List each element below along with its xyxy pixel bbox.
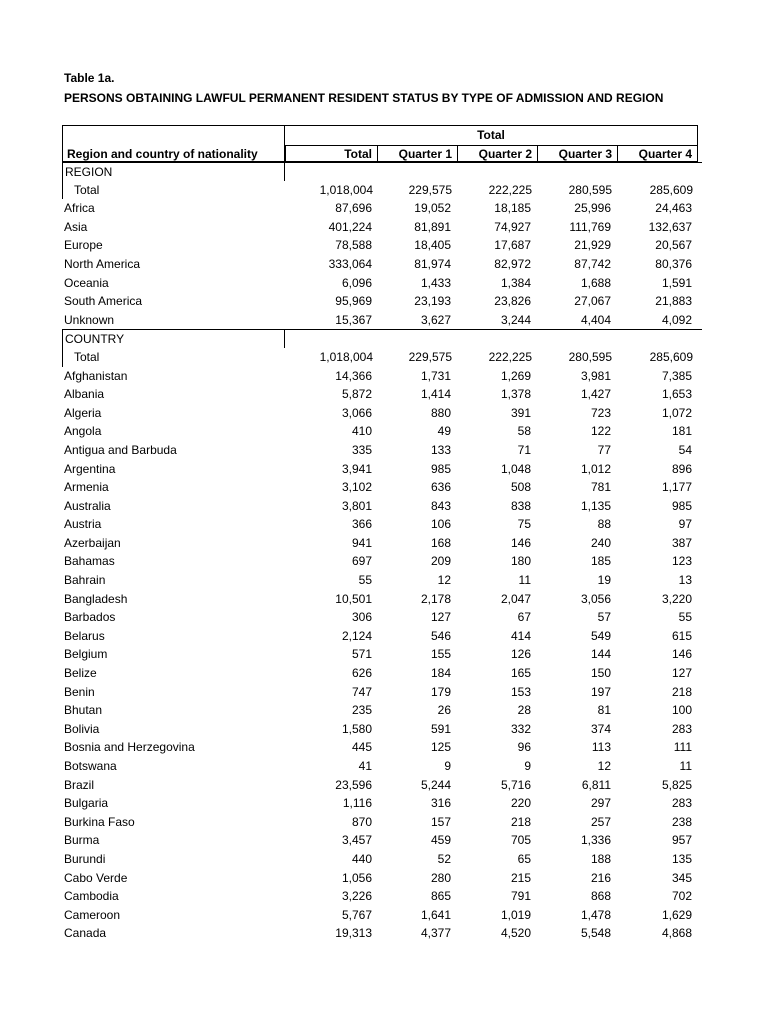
cell-quarter-3: 216	[590, 870, 611, 885]
section-label-row	[62, 329, 702, 348]
cell-quarter-4: 97	[678, 517, 692, 532]
cell-quarter-2: 180	[510, 554, 531, 569]
cell-quarter-4: 24,463	[655, 201, 692, 216]
row-label: Belarus	[64, 628, 105, 643]
cell-quarter-2: 508	[510, 480, 531, 495]
cell-quarter-3: 88	[597, 517, 611, 532]
cell-quarter-1: 316	[430, 796, 451, 811]
table-row	[62, 348, 702, 367]
cell-quarter-1: 2,178	[420, 591, 451, 606]
cell-total: 1,018,004	[319, 182, 373, 197]
cell-quarter-1: 125	[430, 740, 451, 755]
column-header-total: Total	[285, 146, 377, 162]
cell-quarter-3: 1,012	[580, 461, 611, 476]
cell-total: 10,501	[335, 591, 372, 606]
cell-quarter-1: 9	[444, 759, 451, 773]
column-header-quarter-2: Quarter 2	[457, 146, 537, 162]
cell-quarter-2: 165	[510, 666, 531, 681]
row-label: Burma	[64, 833, 100, 848]
cell-quarter-3: 4,404	[580, 312, 611, 327]
table-row	[62, 738, 702, 757]
cell-total: 3,801	[341, 498, 372, 513]
cell-quarter-3: 197	[590, 684, 611, 699]
cell-quarter-4: 13	[678, 573, 692, 588]
cell-quarter-4: 1,629	[661, 907, 692, 922]
table-row	[62, 906, 702, 925]
cell-quarter-3: 1,427	[580, 387, 611, 402]
cell-quarter-2: 153	[510, 684, 531, 699]
cell-quarter-4: 283	[671, 721, 692, 736]
row-label: Bosnia and Herzegovina	[64, 740, 195, 755]
cell-quarter-1: 106	[430, 517, 451, 532]
cell-total: 941	[351, 535, 372, 550]
cell-total: 87,696	[335, 201, 372, 216]
row-label: Canada	[64, 926, 107, 941]
cell-quarter-2: 75	[517, 517, 531, 532]
cell-total: 19,313	[335, 926, 372, 941]
cell-total: 3,941	[341, 461, 372, 476]
cell-quarter-3: 21,929	[574, 238, 611, 253]
cell-total: 95,969	[335, 294, 372, 309]
cell-quarter-1: 865	[430, 889, 451, 904]
table-row	[62, 850, 702, 869]
table-number: Table 1a.	[64, 71, 115, 85]
table-row	[62, 404, 702, 423]
cell-quarter-1: 5,244	[420, 777, 451, 792]
cell-quarter-2: 126	[510, 647, 531, 662]
row-header: Region and country of nationality	[67, 147, 258, 161]
row-label: Albania	[64, 387, 105, 402]
cell-quarter-1: 81,974	[414, 256, 451, 271]
row-label: Algeria	[64, 405, 102, 420]
table-row	[62, 831, 702, 850]
cell-quarter-2: 4,520	[500, 926, 531, 941]
row-label: Benin	[64, 684, 95, 699]
cell-quarter-3: 3,981	[580, 368, 611, 383]
cell-quarter-1: 1,731	[420, 368, 451, 383]
table-row	[62, 794, 702, 813]
cell-quarter-2: 146	[510, 535, 531, 550]
cell-quarter-3: 240	[590, 535, 611, 550]
cell-total: 1,580	[341, 721, 372, 736]
section-divider	[284, 163, 285, 181]
cell-quarter-3: 5,548	[580, 926, 611, 941]
table-row	[62, 590, 702, 609]
cell-quarter-4: 55	[678, 610, 692, 625]
row-label: Bahrain	[64, 573, 106, 588]
row-label: North America	[64, 256, 141, 271]
cell-quarter-2: 1,019	[500, 907, 531, 922]
cell-quarter-3: 297	[590, 796, 611, 811]
cell-quarter-2: 222,225	[488, 182, 532, 197]
cell-quarter-1: 546	[430, 628, 451, 643]
cell-quarter-2: 18,185	[494, 201, 531, 216]
table-row	[62, 571, 702, 590]
section-label-row	[62, 162, 702, 181]
row-label: Cabo Verde	[64, 870, 128, 885]
table-row	[62, 645, 702, 664]
cell-quarter-2: 5,716	[500, 777, 531, 792]
cell-total: 2,124	[341, 628, 372, 643]
cell-quarter-3: 6,811	[581, 777, 611, 792]
table-body	[62, 162, 702, 943]
cell-quarter-4: 3,220	[661, 591, 692, 606]
cell-quarter-3: 1,135	[580, 498, 611, 513]
table-row	[62, 627, 702, 646]
column-header-quarter-1: Quarter 1	[377, 146, 457, 162]
cell-total: 15,367	[335, 312, 372, 327]
cell-quarter-2: 1,378	[500, 387, 531, 402]
cell-quarter-4: 702	[671, 889, 692, 904]
row-label: Oceania	[64, 275, 109, 290]
cell-total: 1,018,004	[319, 349, 373, 364]
row-label: Bahamas	[64, 554, 115, 569]
table-row	[62, 181, 702, 200]
cell-total: 1,116	[342, 796, 372, 811]
table-row	[62, 757, 702, 776]
cell-quarter-2: 3,244	[500, 312, 531, 327]
row-label: Total	[74, 349, 100, 364]
cell-total: 41	[358, 759, 372, 773]
cell-total: 870	[351, 814, 372, 829]
cell-quarter-1: 459	[430, 833, 451, 848]
cell-quarter-3: 111,769	[569, 219, 611, 234]
cell-quarter-2: 332	[510, 721, 531, 736]
cell-quarter-4: 1,177	[661, 480, 692, 495]
cell-quarter-1: 591	[430, 721, 451, 736]
row-label: Unknown	[64, 312, 115, 327]
cell-quarter-2: 11	[518, 573, 531, 588]
table-row	[62, 311, 702, 330]
cell-total: 5,767	[341, 907, 372, 922]
cell-quarter-1: 52	[437, 851, 451, 866]
cell-quarter-1: 1,641	[420, 907, 451, 922]
cell-quarter-2: 65	[517, 851, 531, 866]
table-row	[62, 441, 702, 460]
row-label: Africa	[64, 201, 95, 216]
cell-quarter-3: 1,336	[580, 833, 611, 848]
row-label: Argentina	[64, 461, 116, 476]
row-label: Burundi	[64, 851, 106, 866]
cell-total: 410	[351, 424, 372, 439]
row-label: Asia	[64, 219, 88, 234]
cell-quarter-2: 58	[517, 424, 531, 439]
cell-total: 401,224	[328, 219, 372, 234]
table-row	[62, 255, 702, 274]
cell-quarter-4: 100	[671, 703, 692, 718]
cell-quarter-3: 81	[597, 703, 611, 718]
row-label: Antigua and Barbuda	[64, 442, 177, 457]
cell-quarter-4: 11	[679, 759, 692, 773]
table-row	[62, 515, 702, 534]
cell-quarter-3: 19	[597, 573, 611, 588]
table-row	[62, 385, 702, 404]
cell-quarter-3: 280,595	[568, 349, 612, 364]
cell-quarter-3: 122	[590, 424, 611, 439]
cell-quarter-4: 5,825	[661, 777, 692, 792]
table-row	[62, 367, 702, 386]
cell-quarter-2: 1,048	[500, 461, 531, 476]
cell-quarter-4: 345	[671, 870, 692, 885]
cell-quarter-2: 218	[510, 814, 531, 829]
column-header-quarter-3: Quarter 3	[537, 146, 617, 162]
row-label: South America	[64, 294, 143, 309]
cell-quarter-4: 132,637	[648, 219, 692, 234]
column-header-quarter-4: Quarter 4	[617, 146, 697, 162]
cell-quarter-3: 113	[591, 740, 611, 755]
cell-total: 3,102	[341, 480, 372, 495]
cell-quarter-4: 985	[671, 498, 692, 513]
cell-total: 747	[351, 684, 372, 699]
cell-total: 306	[351, 610, 372, 625]
cell-total: 235	[351, 703, 372, 718]
row-label: Bolivia	[64, 721, 100, 736]
cell-quarter-2: 96	[517, 740, 531, 755]
cell-quarter-3: 150	[590, 666, 611, 681]
table-row	[62, 199, 702, 218]
cell-quarter-3: 1,688	[580, 275, 611, 290]
cell-total: 571	[351, 647, 372, 662]
cell-quarter-3: 185	[590, 554, 611, 569]
cell-quarter-3: 144	[590, 647, 611, 662]
cell-quarter-4: 1,591	[661, 275, 692, 290]
table-title: PERSONS OBTAINING LAWFUL PERMANENT RESIDENT STATUS BY TYPE OF ADMISSION AND REGION	[64, 91, 664, 105]
column-group-header: Total	[477, 128, 505, 142]
cell-total: 6,096	[341, 275, 372, 290]
cell-total: 3,457	[341, 833, 372, 848]
cell-quarter-2: 215	[510, 870, 531, 885]
cell-quarter-4: 80,376	[655, 256, 692, 271]
cell-total: 440	[351, 851, 372, 866]
cell-quarter-3: 280,595	[568, 182, 612, 197]
cell-quarter-2: 2,047	[500, 591, 531, 606]
cell-total: 366	[351, 517, 372, 532]
cell-quarter-3: 723	[590, 405, 611, 420]
cell-quarter-2: 705	[510, 833, 531, 848]
table-row	[62, 460, 702, 479]
cell-quarter-3: 257	[590, 814, 611, 829]
cell-quarter-3: 549	[590, 628, 611, 643]
table-row	[62, 664, 702, 683]
cell-quarter-4: 1,072	[661, 405, 692, 420]
row-label: Bhutan	[64, 703, 103, 718]
row-label: Afghanistan	[64, 368, 128, 383]
cell-quarter-4: 387	[671, 535, 692, 550]
cell-quarter-1: 26	[437, 703, 451, 718]
cell-quarter-3: 188	[590, 851, 611, 866]
cell-quarter-2: 391	[510, 405, 531, 420]
cell-quarter-1: 209	[430, 554, 451, 569]
row-label: Angola	[64, 424, 102, 439]
cell-quarter-2: 28	[517, 703, 531, 718]
cell-quarter-4: 21,883	[655, 294, 692, 309]
cell-quarter-1: 229,575	[408, 349, 452, 364]
table-row	[62, 274, 702, 293]
section-divider	[284, 330, 285, 348]
cell-quarter-4: 218	[671, 684, 692, 699]
cell-quarter-1: 133	[430, 442, 451, 457]
cell-quarter-1: 127	[430, 610, 451, 625]
table-row	[62, 608, 702, 627]
cell-quarter-2: 82,972	[494, 256, 531, 271]
row-label: Cameroon	[64, 907, 121, 922]
cell-quarter-3: 3,056	[580, 591, 611, 606]
cell-quarter-4: 957	[671, 833, 692, 848]
table-row	[62, 534, 702, 553]
cell-quarter-4: 146	[671, 647, 692, 662]
cell-quarter-2: 17,687	[494, 238, 531, 253]
cell-total: 626	[351, 666, 372, 681]
cell-quarter-1: 1,414	[420, 387, 451, 402]
cell-quarter-4: 127	[671, 666, 692, 681]
cell-quarter-1: 229,575	[408, 182, 452, 197]
cell-quarter-2: 220	[510, 796, 531, 811]
cell-total: 23,596	[335, 777, 372, 792]
row-label: Australia	[64, 498, 111, 513]
row-label: Bangladesh	[64, 591, 128, 606]
table-row	[62, 720, 702, 739]
cell-quarter-1: 12	[437, 573, 451, 588]
cell-total: 333,064	[328, 256, 372, 271]
cell-total: 335	[351, 442, 372, 457]
cell-quarter-2: 1,269	[500, 368, 531, 383]
cell-quarter-3: 374	[590, 721, 611, 736]
cell-quarter-1: 843	[430, 498, 451, 513]
cell-quarter-2: 67	[517, 610, 531, 625]
cell-total: 14,366	[335, 368, 372, 383]
cell-quarter-4: 123	[671, 554, 692, 569]
cell-quarter-3: 1,478	[580, 907, 611, 922]
table-row	[62, 292, 702, 311]
row-label: Botswana	[64, 759, 117, 773]
table-row	[62, 422, 702, 441]
cell-quarter-4: 54	[678, 442, 692, 457]
cell-quarter-3: 25,996	[574, 201, 611, 216]
cell-quarter-4: 7,385	[661, 368, 692, 383]
cell-quarter-3: 781	[590, 480, 611, 495]
cell-quarter-4: 615	[671, 628, 692, 643]
cell-quarter-2: 71	[517, 442, 531, 457]
row-label: Azerbaijan	[64, 535, 121, 550]
cell-quarter-4: 111	[673, 740, 692, 755]
cell-total: 5,872	[341, 387, 372, 402]
row-label: Barbados	[64, 610, 116, 625]
cell-quarter-1: 155	[430, 647, 451, 662]
cell-quarter-3: 87,742	[574, 256, 611, 271]
cell-quarter-1: 19,052	[414, 201, 451, 216]
cell-quarter-1: 880	[430, 405, 451, 420]
table-row	[62, 236, 702, 255]
table-row	[62, 218, 702, 237]
cell-quarter-1: 636	[430, 480, 451, 495]
table-row	[62, 683, 702, 702]
table-row	[62, 869, 702, 888]
table-row	[62, 924, 702, 943]
cell-total: 3,066	[341, 405, 372, 420]
table-row	[62, 701, 702, 720]
table-row	[62, 478, 702, 497]
row-label: Burkina Faso	[64, 814, 135, 829]
cell-total: 445	[351, 740, 372, 755]
cell-quarter-1: 18,405	[414, 238, 451, 253]
cell-quarter-2: 9	[524, 759, 531, 773]
cell-quarter-4: 135	[671, 851, 692, 866]
row-label: Austria	[64, 517, 102, 532]
row-label: Belize	[64, 666, 97, 681]
cell-quarter-4: 4,868	[661, 926, 692, 941]
cell-quarter-2: 23,826	[494, 294, 531, 309]
cell-total: 3,226	[341, 889, 372, 904]
cell-quarter-4: 20,567	[655, 238, 692, 253]
cell-quarter-4: 1,653	[661, 387, 692, 402]
section-label: REGION	[65, 165, 113, 179]
row-label: Bulgaria	[64, 796, 109, 811]
table-row	[62, 552, 702, 571]
cell-quarter-4: 285,609	[649, 182, 693, 197]
cell-quarter-2: 838	[510, 498, 531, 513]
cell-quarter-1: 23,193	[414, 294, 451, 309]
table-row	[62, 887, 702, 906]
cell-total: 697	[351, 554, 372, 569]
cell-quarter-2: 791	[510, 889, 531, 904]
cell-quarter-3: 868	[590, 889, 611, 904]
cell-quarter-2: 1,384	[500, 275, 531, 290]
cell-quarter-4: 238	[671, 814, 692, 829]
row-label: Europe	[64, 238, 103, 253]
cell-quarter-4: 285,609	[649, 349, 693, 364]
cell-total: 78,588	[335, 238, 372, 253]
cell-quarter-3: 77	[597, 442, 611, 457]
cell-quarter-1: 49	[437, 424, 451, 439]
cell-quarter-3: 12	[597, 759, 611, 773]
cell-quarter-2: 222,225	[488, 349, 532, 364]
cell-quarter-1: 81,891	[414, 219, 451, 234]
cell-quarter-4: 4,092	[661, 312, 692, 327]
cell-quarter-1: 280	[430, 870, 451, 885]
cell-quarter-1: 168	[430, 535, 451, 550]
row-label: Belgium	[64, 647, 108, 662]
row-label: Cambodia	[64, 889, 119, 904]
table-header	[62, 125, 698, 162]
cell-quarter-4: 283	[671, 796, 692, 811]
cell-total: 55	[358, 573, 372, 588]
cell-quarter-3: 27,067	[574, 294, 611, 309]
table-row	[62, 776, 702, 795]
cell-quarter-1: 157	[430, 814, 451, 829]
row-label: Total	[74, 182, 100, 197]
cell-total: 1,056	[341, 870, 372, 885]
cell-quarter-1: 184	[430, 666, 451, 681]
cell-quarter-3: 57	[597, 610, 611, 625]
cell-quarter-2: 74,927	[494, 219, 531, 234]
section-label: COUNTRY	[65, 332, 125, 347]
cell-quarter-1: 179	[430, 684, 451, 699]
cell-quarter-1: 3,627	[420, 312, 451, 327]
row-label: Armenia	[64, 480, 109, 495]
table-row	[62, 813, 702, 832]
cell-quarter-1: 1,433	[420, 275, 451, 290]
cell-quarter-1: 4,377	[420, 926, 451, 941]
row-label: Brazil	[64, 777, 95, 792]
cell-quarter-1: 985	[430, 461, 451, 476]
table-row	[62, 497, 702, 516]
cell-quarter-4: 896	[671, 461, 692, 476]
cell-quarter-4: 181	[671, 424, 692, 439]
cell-quarter-2: 414	[510, 628, 531, 643]
